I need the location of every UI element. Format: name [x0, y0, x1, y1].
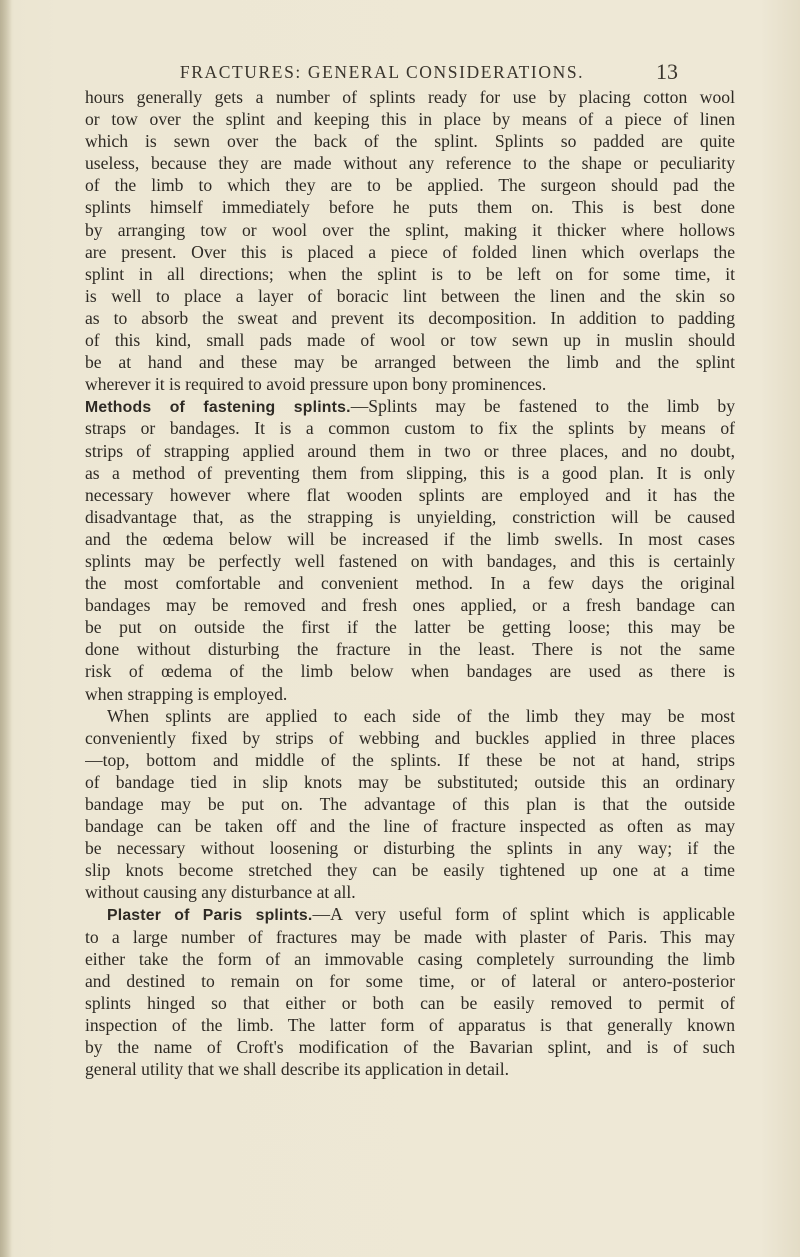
text-line: useless, because they are made without any reference to the shape or peculiarity	[85, 153, 735, 174]
page-gutter-shadow	[0, 0, 12, 1257]
text-line: hours generally gets a number of splints ready for use by placing cotton wool	[85, 87, 735, 107]
text-line: splints may be perfectly well fastened on with bandages, and this is certainly	[85, 550, 735, 571]
text-line: conveniently fixed by strips of webbing and buckles applied in three places	[85, 727, 735, 748]
text-line: necessary however where flat wooden splints are employed and it has the	[85, 484, 735, 505]
text-line: risk of œdema of the limb below when bandages are used as there is	[85, 661, 735, 682]
text-line: by arranging tow or wool over the splint, making it thicker where hollows	[85, 219, 735, 240]
section-first-line	[85, 903, 735, 925]
text-line: and destined to remain on for some time, or of lateral or antero-posterior	[85, 970, 735, 991]
running-head: FRACTURES: GENERAL CONSIDERATIONS.	[179, 62, 585, 82]
body-text	[85, 86, 735, 1080]
text-line: —top, bottom and middle of the splints. If these be not at hand, strips	[85, 749, 735, 770]
text-line: without causing any disturbance at all.	[85, 882, 356, 903]
section-heading-plaster: Plaster of Paris splints.	[107, 907, 313, 925]
text-line: of the limb to which they are to be applied. The surgeon should pad the	[85, 175, 735, 196]
text-line: general utility that we shall describe its application in detail.	[85, 1059, 510, 1080]
text-line: as to absorb the sweat and prevent its decomposition. In addition to padding	[85, 307, 735, 328]
text-line: either take the form of an immovable casing completely surrounding the limb	[85, 948, 735, 969]
text-line: to a large number of fractures may be made with plaster of Paris. This may	[85, 926, 735, 947]
text-line: be put on outside the first if the latter be getting loose; this may be	[85, 617, 735, 638]
text-line: splints hinged so that either or both can be easily removed to permit of	[85, 992, 735, 1013]
text-line: which is sewn over the back of the splint. Splints so padded are quite	[85, 131, 735, 152]
text-line: be necessary without loosening or disturbing the splints in any way; if the	[85, 838, 735, 859]
text-line: of bandage tied in slip knots may be substituted; outside this an ordinary	[85, 771, 735, 792]
text-line: bandage may be put on. The advantage of this plan is that the outside	[85, 794, 735, 814]
text-line: are present. Over this is placed a piece of folded linen which overlaps the	[85, 241, 735, 262]
text-line: by the name of Croft's modification of the Bavarian splint, and is of such	[85, 1037, 735, 1058]
text-line: disadvantage that, as the strapping is unyielding, constriction will be caused	[85, 506, 735, 527]
text-line: splint in all directions; when the splint is to be left on for some time, it	[85, 263, 735, 284]
text-line: splints himself immediately before he puts them on. This is best done	[85, 197, 735, 218]
text-line: When splints are applied to each side of the limb they may be most	[107, 705, 735, 726]
text-line: wherever it is required to avoid pressure upon bony prominences.	[85, 374, 547, 395]
text-line: or tow over the splint and keeping this in place by means of a piece of linen	[85, 109, 735, 130]
text-line: as a method of preventing them from slipping, this is a good plan. It is only	[85, 462, 735, 483]
text-line: when strapping is employed.	[85, 683, 288, 704]
section-first-line-text: —Splints may be fastened to the limb by	[350, 396, 735, 417]
text-line: be at hand and these may be arranged between the limb and the splint	[85, 352, 735, 373]
text-line: and the œdema below will be increased if the limb swells. In most cases	[85, 528, 735, 549]
text-line: bandage can be taken off and the line of fracture inspected as often as may	[85, 816, 735, 837]
text-line: straps or bandages. It is a common custom to fix the splints by means of	[85, 418, 735, 439]
section-first-line	[85, 395, 735, 417]
text-line: bandages may be removed and fresh ones applied, or a fresh bandage can	[85, 595, 735, 616]
page-number: 13	[656, 59, 678, 84]
text-line: strips of strapping applied around them in two or three places, and no doubt,	[85, 440, 735, 461]
text-line: slip knots become stretched they can be easily tightened up one at a time	[85, 860, 735, 881]
text-line: done without disturbing the fracture in the least. There is not the same	[85, 639, 735, 660]
text-line: inspection of the limb. The latter form of apparatus is that generally known	[85, 1014, 735, 1035]
text-line: the most comfortable and convenient method. In a few days the original	[85, 573, 735, 594]
text-line: of this kind, small pads made of wool or tow sewn up in muslin should	[85, 330, 735, 351]
section-heading-fastening: Methods of fastening splints.	[85, 399, 351, 417]
text-line: is well to place a layer of boracic lint between the linen and the skin so	[85, 285, 735, 306]
section-first-line-text: —A very useful form of splint which is applicable	[312, 904, 735, 925]
